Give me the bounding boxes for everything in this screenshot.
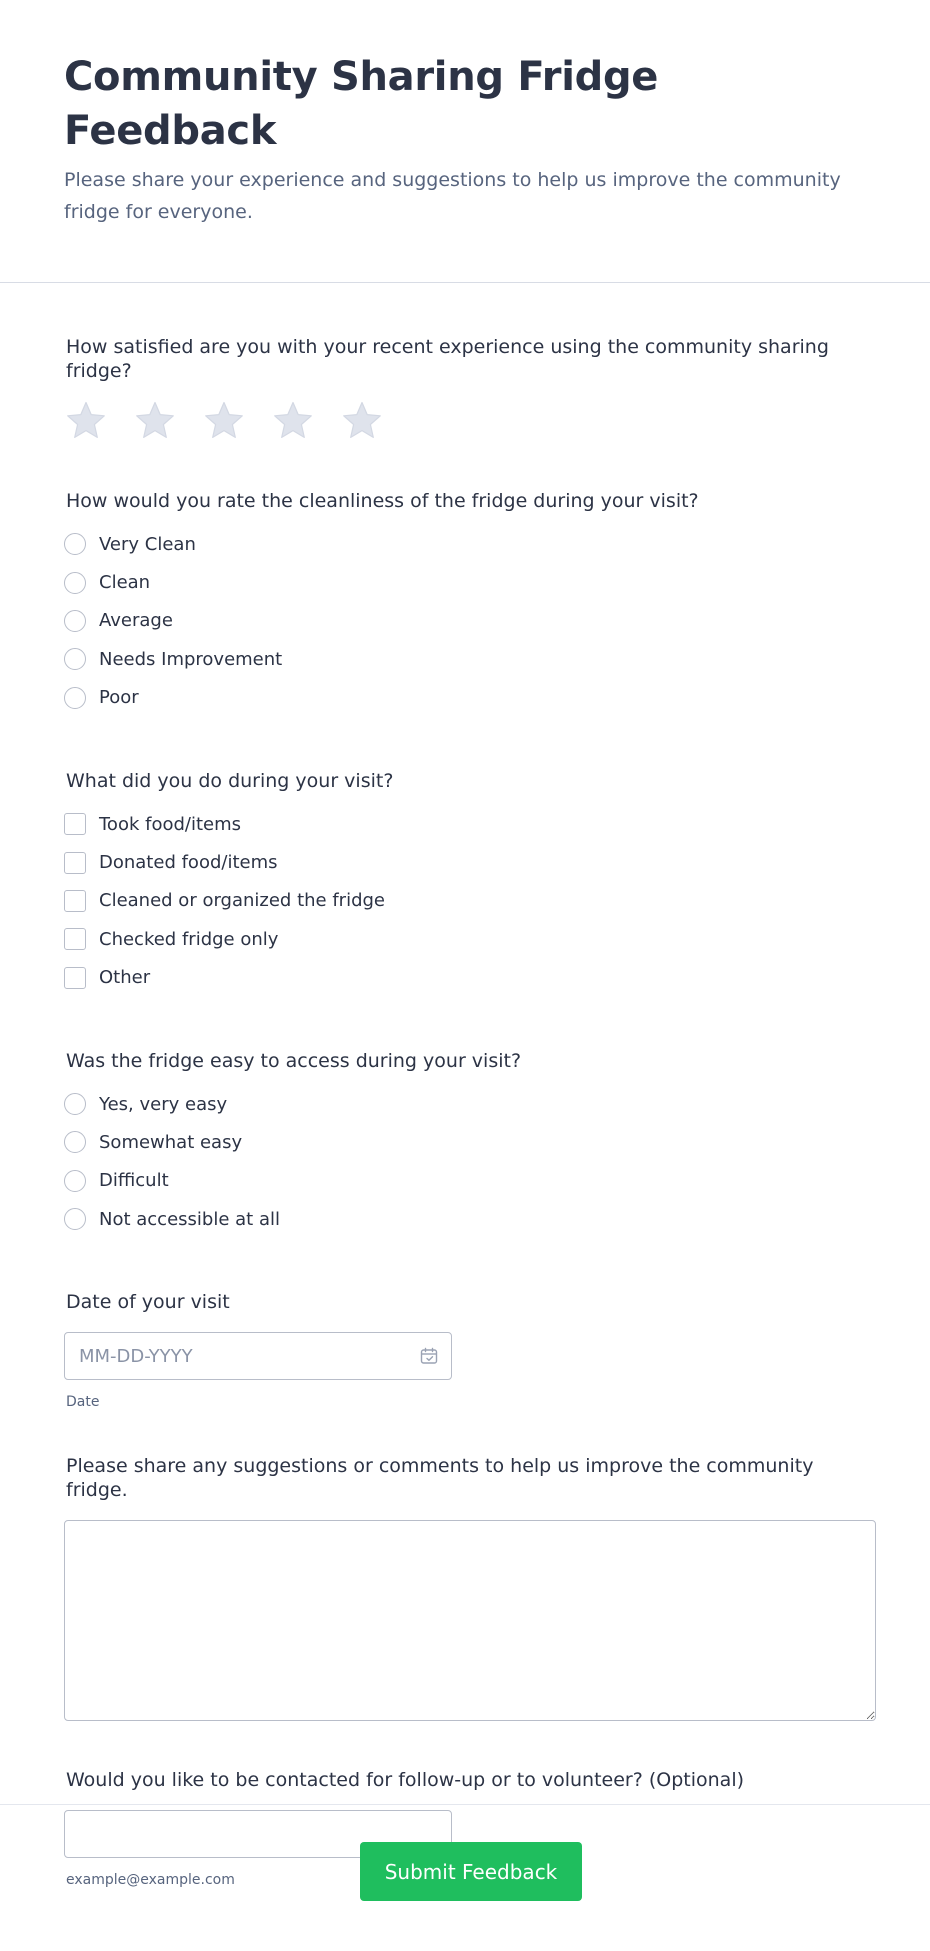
option-label: Average: [99, 610, 173, 632]
cleanliness-label: How would you rate the cleanliness of the fridge during your visit?: [66, 490, 699, 512]
date-sublabel: Date: [66, 1394, 100, 1411]
star-icon[interactable]: [64, 399, 108, 443]
activities-question: [64, 769, 866, 997]
radio-button[interactable]: [64, 610, 86, 632]
star-icon[interactable]: [271, 399, 315, 443]
option-label: Yes, very easy: [99, 1093, 228, 1115]
option-label: Difficult: [99, 1170, 169, 1192]
access-option[interactable]: [64, 1200, 866, 1238]
option-label: Not accessible at all: [99, 1208, 280, 1230]
checkbox[interactable]: [64, 890, 86, 912]
email-sublabel: example@example.com: [66, 1872, 235, 1889]
access-options: [64, 1085, 866, 1239]
activities-options: [64, 805, 866, 997]
checkbox[interactable]: [64, 813, 86, 835]
page-subtitle: Please share your experience and suggestions to help us improve the community fridge for everyone.: [64, 169, 841, 223]
radio-button[interactable]: [64, 572, 86, 594]
access-option[interactable]: [64, 1085, 866, 1123]
radio-button[interactable]: [64, 687, 86, 709]
option-label: Other: [99, 967, 151, 989]
radio-button[interactable]: [64, 1131, 86, 1153]
cleanliness-option[interactable]: [64, 525, 866, 563]
comments-question: [64, 1454, 866, 1721]
radio-button[interactable]: [64, 648, 86, 670]
contact-label: Would you like to be contacted for follow-up or to volunteer? (Optional): [66, 1769, 745, 1792]
comments-label: Please share any suggestions or comments to help us improve the community fridge.: [66, 1455, 814, 1502]
option-label: Cleaned or organized the fridge: [99, 890, 385, 912]
form-content: [0, 283, 930, 1888]
form-footer: [0, 1804, 930, 1951]
activity-option[interactable]: [64, 959, 866, 997]
visit-date-question: [64, 1290, 866, 1410]
radio-button[interactable]: [64, 1093, 86, 1115]
date-field[interactable]: [64, 1332, 452, 1380]
cleanliness-option[interactable]: [64, 640, 866, 678]
star-icon[interactable]: [133, 399, 177, 443]
option-label: Donated food/items: [99, 852, 278, 874]
option-label: Clean: [99, 572, 151, 594]
checkbox[interactable]: [64, 967, 86, 989]
activity-option[interactable]: [64, 882, 866, 920]
cleanliness-option[interactable]: [64, 563, 866, 601]
option-label: Very Clean: [99, 533, 196, 555]
form-header: [0, 0, 930, 283]
star-rating: [64, 399, 866, 443]
satisfaction-question: [64, 283, 866, 443]
activity-option[interactable]: [64, 805, 866, 843]
checkbox[interactable]: [64, 852, 86, 874]
option-label: Poor: [99, 687, 139, 709]
radio-button[interactable]: [64, 1208, 86, 1230]
access-option[interactable]: [64, 1123, 866, 1161]
access-label: Was the fridge easy to access during your visit?: [66, 1049, 522, 1072]
star-icon[interactable]: [202, 399, 246, 443]
satisfaction-label: How satisfied are you with your recent experience using the community sharing fridge?: [66, 336, 829, 382]
activity-option[interactable]: [64, 843, 866, 881]
page-title: Community Sharing Fridge Feedback: [64, 54, 659, 154]
cleanliness-option[interactable]: [64, 602, 866, 640]
cleanliness-option[interactable]: [64, 679, 866, 717]
activities-label: What did you do during your visit?: [66, 769, 394, 792]
date-input[interactable]: [77, 1345, 419, 1368]
radio-button[interactable]: [64, 1170, 86, 1192]
option-label: Needs Improvement: [99, 648, 283, 670]
radio-button[interactable]: [64, 533, 86, 555]
visit-date-label: Date of your visit: [66, 1291, 230, 1314]
comments-textarea[interactable]: [64, 1520, 876, 1721]
star-icon[interactable]: [340, 399, 384, 443]
cleanliness-question: [64, 489, 866, 717]
option-label: Somewhat easy: [99, 1131, 243, 1153]
access-question: [64, 1049, 866, 1239]
checkbox[interactable]: [64, 928, 86, 950]
access-option[interactable]: [64, 1162, 866, 1200]
submit-button[interactable]: Submit Feedback: [360, 1842, 582, 1901]
option-label: Took food/items: [99, 813, 242, 835]
activity-option[interactable]: [64, 920, 866, 958]
option-label: Checked fridge only: [99, 928, 279, 950]
calendar-icon[interactable]: [419, 1346, 439, 1366]
cleanliness-options: [64, 525, 866, 717]
